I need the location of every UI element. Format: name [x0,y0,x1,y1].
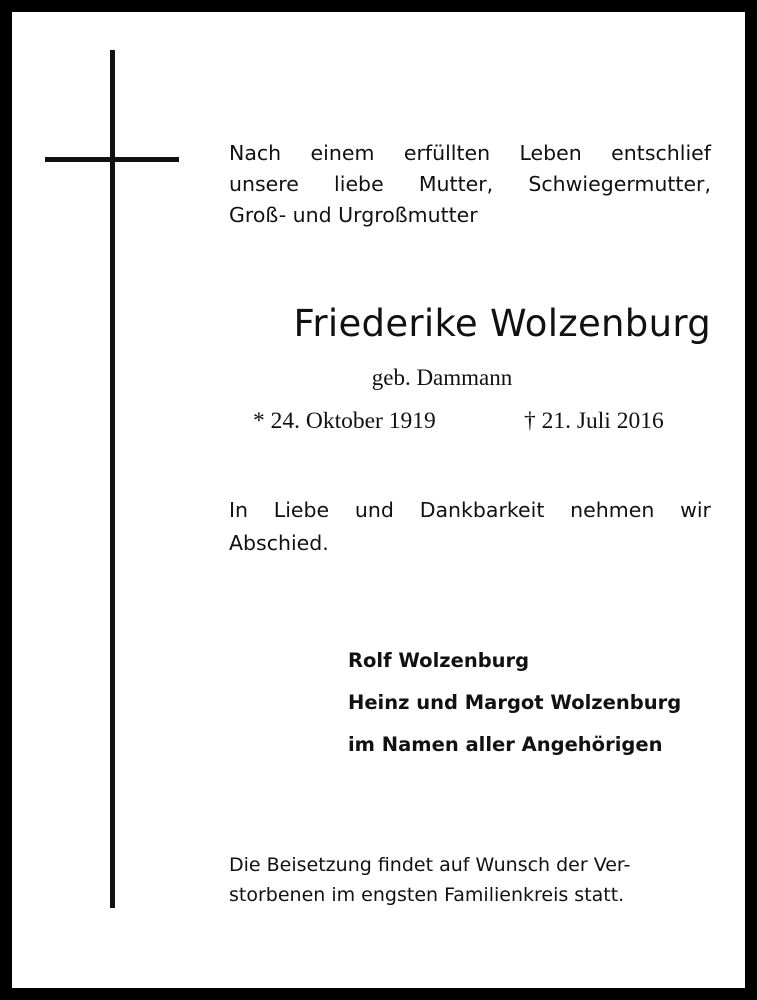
intro-line-1: Nach einem erfüllten Leben entschlief [229,141,711,165]
death-date: † 21. Juli 2016 [524,408,664,434]
mourner-line: Heinz und Margot Wolzenburg [348,691,682,714]
mourners-list [348,640,718,766]
funeral-note-line-2: storbenen im engsten Familienkreis statt. [229,884,625,906]
maiden-name: geb. Dammann [371,365,513,390]
farewell-line-2: Abschied. [229,531,329,555]
farewell-line-1: In Liebe und Dankbarkeit nehmen wir [229,498,711,522]
mourner-line: im Namen aller Angehörigen [348,733,663,756]
intro-line-3: Groß- und Urgroßmutter [229,203,478,227]
farewell-text [229,494,711,560]
birth-date: * 24. Oktober 1919 [253,408,436,434]
mourner-line: Rolf Wolzenburg [348,649,530,672]
intro-text [229,138,711,231]
deceased-name: Friederike Wolzenburg [293,302,711,345]
funeral-note [229,850,711,910]
cross-icon-vertical-bar [110,50,115,908]
obituary-notice [12,12,745,988]
intro-line-2: unsere liebe Mutter, Schwiegermutter, [229,172,711,196]
funeral-note-line-1: Die Beisetzung findet auf Wunsch der Ver- [229,854,631,876]
cross-icon-horizontal-bar [45,157,179,162]
